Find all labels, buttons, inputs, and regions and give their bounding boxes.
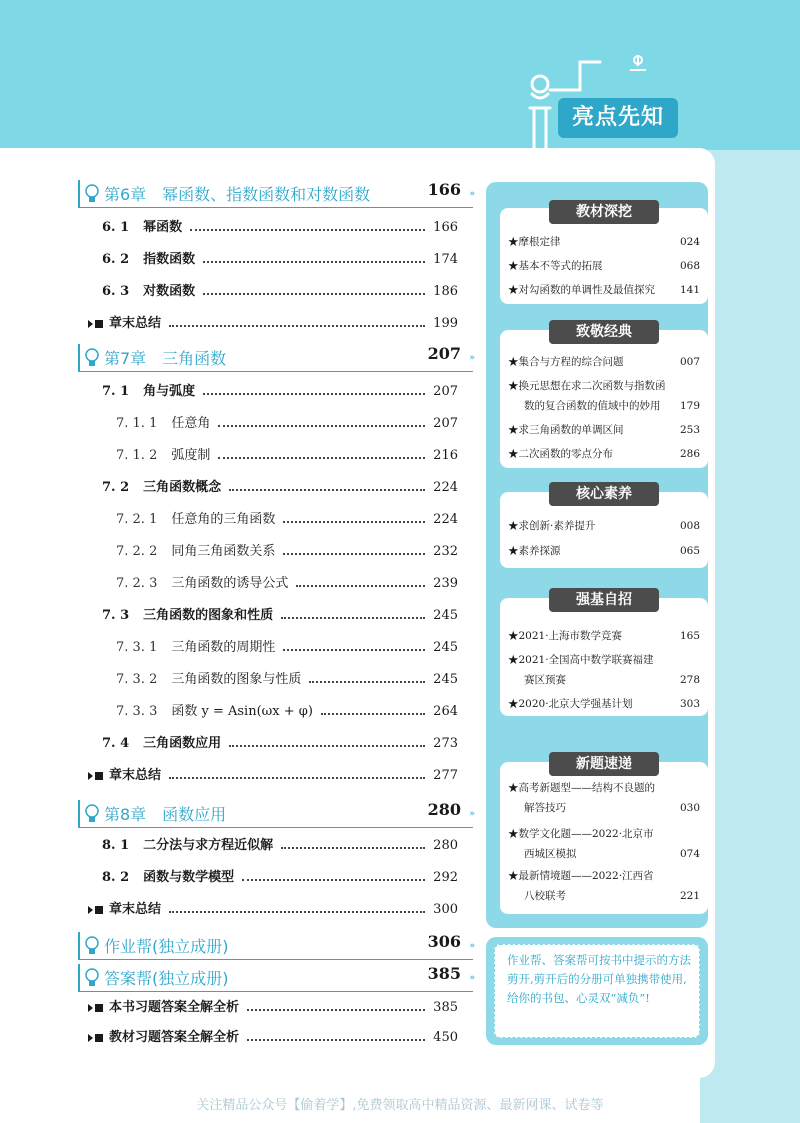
dot-leader (283, 521, 425, 523)
sidebar-tab: 致敬经典 (549, 320, 659, 344)
section-page: 239 (433, 576, 458, 591)
toc-row[interactable] (116, 542, 458, 562)
dot-leader (229, 489, 425, 491)
item-text: ★基本不等式的拓展 (508, 260, 603, 272)
section-page: 232 (433, 544, 458, 559)
dot-leader (309, 681, 425, 683)
item-text: ★对勾函数的单调性及最值探究 (508, 284, 655, 296)
dot-leader (321, 713, 425, 715)
section-page: 264 (433, 704, 458, 719)
section-label: 三角函数的图象和性质 (143, 608, 274, 623)
item-text: ★数学文化题——2022·北京市 (508, 828, 654, 840)
bulb-icon (84, 803, 100, 825)
toc-row[interactable] (102, 734, 458, 754)
double-chevron-icon: » (469, 941, 475, 951)
section-page: 174 (433, 252, 458, 267)
section-label: 指数函数 (143, 252, 196, 267)
dot-leader (296, 585, 425, 587)
section-page: 245 (433, 672, 458, 687)
section-label: 三角函数的图象与性质 (171, 672, 302, 687)
toc-row[interactable] (116, 670, 458, 690)
item-text: ★高考新题型——结构不良题的 (508, 782, 655, 794)
dot-leader (169, 325, 425, 327)
toc-row[interactable] (116, 446, 458, 466)
dot-leader (283, 649, 425, 651)
section-label: 角与弧度 (143, 384, 196, 399)
item-page: 253 (679, 424, 700, 436)
chapter-page: 207 (427, 344, 461, 363)
chapter-page: 166 (427, 180, 461, 199)
section-number: 8. 1 (102, 838, 130, 853)
sidebar-tab: 新题速递 (549, 752, 659, 776)
item-text: ★2021·上海市数学竞赛 (508, 630, 623, 642)
section-label: 任意角 (171, 416, 211, 431)
chapter-page: 306 (427, 932, 461, 951)
item-text: ★2020·北京大学强基计划 (508, 698, 633, 710)
section-page: 280 (433, 838, 458, 853)
item-text: ★集合与方程的综合问题 (508, 356, 624, 368)
item-page: 165 (679, 630, 700, 642)
chapter-8-heading[interactable] (78, 800, 473, 828)
section-number: 7. 4 (102, 736, 130, 751)
chapter-title: 第6章 幂函数、指数函数和对数函数 (104, 185, 371, 204)
bulb-icon (84, 183, 100, 205)
section-label: 幂函数 (143, 220, 183, 235)
item-page: 024 (679, 236, 700, 248)
toc-row[interactable] (102, 382, 458, 402)
section-page: 300 (433, 902, 458, 917)
section-label: 章末总结 (109, 316, 162, 331)
sidebar-tab: 核心素养 (549, 482, 659, 506)
item-text-cont: 八校联考 (524, 890, 566, 902)
dot-leader (247, 1009, 425, 1011)
section-page: 216 (433, 448, 458, 463)
dot-leader (283, 553, 425, 555)
item-text: ★2021·全国高中数学联赛福建 (508, 654, 654, 666)
item-text: ★素养探源 (508, 545, 561, 557)
item-page: 179 (679, 400, 700, 412)
section-number: 7. 3. 2 (116, 672, 158, 687)
section-page: 186 (433, 284, 458, 299)
toc-row[interactable] (102, 282, 458, 302)
chapter-6-heading[interactable] (78, 180, 473, 208)
item-text: ★最新情境题——2022·江西省 (508, 870, 654, 882)
homework-heading[interactable] (78, 932, 473, 960)
dot-leader (169, 911, 425, 913)
chapter-page: 385 (427, 964, 461, 983)
section-number: 7. 3 (102, 608, 130, 623)
toc-row[interactable] (102, 606, 458, 626)
item-page: 074 (679, 848, 700, 860)
item-page: 030 (679, 802, 700, 814)
section-label: 三角函数的周期性 (171, 640, 276, 655)
item-text: ★二次函数的零点分布 (508, 448, 613, 460)
toc-row[interactable] (116, 702, 458, 722)
sidebar-tab: 强基自招 (549, 588, 659, 612)
section-number: 7. 2. 2 (116, 544, 158, 559)
sidebar-item[interactable] (508, 650, 700, 690)
summary-bullet-icon (88, 906, 107, 914)
double-chevron-icon: » (469, 973, 475, 983)
toc-row[interactable] (102, 250, 458, 270)
section-page: 385 (433, 1000, 458, 1015)
section-number: 6. 1 (102, 220, 130, 235)
bulb-icon (84, 967, 100, 989)
footer-text: 关注精品公众号【偷着学】,免费领取高中精品资源、最新网课、试卷等 (196, 1098, 604, 1113)
item-text: ★换元思想在求二次函数与指数函 (508, 380, 666, 392)
section-number: 7. 1 (102, 384, 130, 399)
sidebar-item[interactable] (508, 866, 700, 906)
dot-leader (203, 393, 425, 395)
sidebar-item[interactable] (508, 778, 700, 818)
summary-bullet-icon (88, 772, 107, 780)
item-page: 007 (679, 356, 700, 368)
section-number: 6. 2 (102, 252, 130, 267)
section-number: 7. 3. 3 (116, 704, 158, 719)
right-band (700, 150, 800, 1123)
section-page: 224 (433, 480, 458, 495)
section-page: 207 (433, 416, 458, 431)
dot-leader (242, 879, 425, 881)
item-page: 303 (679, 698, 700, 710)
dot-leader (218, 425, 425, 427)
dot-leader (247, 1039, 425, 1041)
dot-leader (203, 261, 425, 263)
toc-row[interactable] (88, 998, 458, 1018)
dot-leader (218, 457, 425, 459)
item-page: 065 (679, 545, 700, 557)
section-page: 166 (433, 220, 458, 235)
item-text: ★求创新·素养提升 (508, 520, 596, 532)
chapter-title: 作业帮(独立成册) (104, 937, 229, 956)
item-text-cont: 解答技巧 (524, 802, 566, 814)
toc-row[interactable] (116, 414, 458, 434)
section-page: 245 (433, 640, 458, 655)
item-page: 278 (679, 674, 700, 686)
section-page: 273 (433, 736, 458, 751)
sidebar-item[interactable] (508, 824, 700, 864)
toc-row[interactable] (88, 766, 458, 786)
page-title: 亮点先知 (558, 98, 678, 138)
section-label: 章末总结 (109, 902, 162, 917)
toc-row[interactable] (116, 574, 458, 594)
section-label: 本书习题答案全解全析 (109, 1000, 240, 1015)
section-label: 三角函数概念 (143, 480, 222, 495)
section-number: 7. 3. 1 (116, 640, 158, 655)
sidebar-tab: 教材深挖 (549, 200, 659, 224)
cut-out-note: 作业帮、答案帮可按书中提示的方法剪开,剪开后的分册可单独携带使用,给你的书包、心灵双“减负”! (494, 944, 700, 1038)
dot-leader (229, 745, 425, 747)
section-number: 8. 2 (102, 870, 130, 885)
section-number: 7. 2. 1 (116, 512, 158, 527)
section-page: 245 (433, 608, 458, 623)
section-page: 277 (433, 768, 458, 783)
chapter-7-heading[interactable] (78, 344, 473, 372)
toc-row[interactable] (102, 218, 458, 238)
toc-row[interactable] (88, 900, 458, 920)
item-page: 221 (679, 890, 700, 902)
sidebar-item[interactable] (508, 376, 700, 416)
item-page: 068 (679, 260, 700, 272)
item-page: 141 (679, 284, 700, 296)
summary-bullet-icon (88, 1034, 107, 1042)
section-label: 函数与数学模型 (143, 870, 235, 885)
dot-leader (203, 293, 425, 295)
section-label: 章末总结 (109, 768, 162, 783)
toc-row[interactable] (102, 836, 458, 856)
dot-leader (281, 617, 425, 619)
double-chevron-icon: » (469, 353, 475, 363)
section-label: 函数 y = Asin(ωx + φ) (171, 704, 313, 719)
section-number: 7. 1. 2 (116, 448, 158, 463)
toc-row[interactable] (88, 1028, 458, 1048)
section-page: 224 (433, 512, 458, 527)
item-text: ★摩根定律 (508, 236, 561, 248)
section-label: 三角函数的诱导公式 (171, 576, 289, 591)
chapter-title: 第8章 函数应用 (104, 805, 227, 824)
item-page: 008 (679, 520, 700, 532)
dot-leader (169, 777, 425, 779)
section-label: 二分法与求方程近似解 (143, 838, 274, 853)
toc-row[interactable] (116, 510, 458, 530)
section-page: 450 (433, 1030, 458, 1045)
section-page: 199 (433, 316, 458, 331)
double-chevron-icon: » (469, 189, 475, 199)
bulb-icon (84, 935, 100, 957)
chapter-title: 答案帮(独立成册) (104, 969, 229, 988)
item-page: 286 (679, 448, 700, 460)
section-number: 7. 2. 3 (116, 576, 158, 591)
toc-row[interactable] (116, 638, 458, 658)
section-label: 教材习题答案全解全析 (109, 1030, 240, 1045)
section-label: 三角函数应用 (143, 736, 222, 751)
toc-row[interactable] (102, 478, 458, 498)
chapter-page: 280 (427, 800, 461, 819)
section-number: 7. 2 (102, 480, 130, 495)
item-text: ★求三角函数的单调区间 (508, 424, 624, 436)
section-page: 292 (433, 870, 458, 885)
toc-row[interactable] (88, 314, 458, 334)
dot-leader (281, 847, 425, 849)
answers-heading[interactable] (78, 964, 473, 992)
section-number: 7. 1. 1 (116, 416, 158, 431)
section-page: 207 (433, 384, 458, 399)
dot-leader (190, 229, 425, 231)
summary-bullet-icon (88, 1004, 107, 1012)
section-label: 对数函数 (143, 284, 196, 299)
section-number: 6. 3 (102, 284, 130, 299)
chapter-title: 第7章 三角函数 (104, 349, 227, 368)
summary-bullet-icon (88, 320, 107, 328)
toc-row[interactable] (102, 868, 458, 888)
bulb-icon (84, 347, 100, 369)
item-text-cont: 赛区预赛 (524, 674, 566, 686)
section-label: 任意角的三角函数 (171, 512, 276, 527)
item-text-cont: 西城区模拟 (524, 848, 577, 860)
double-chevron-icon: » (469, 809, 475, 819)
item-text-cont: 数的复合函数的值域中的妙用 (524, 400, 661, 412)
section-label: 弧度制 (171, 448, 211, 463)
section-label: 同角三角函数关系 (171, 544, 276, 559)
